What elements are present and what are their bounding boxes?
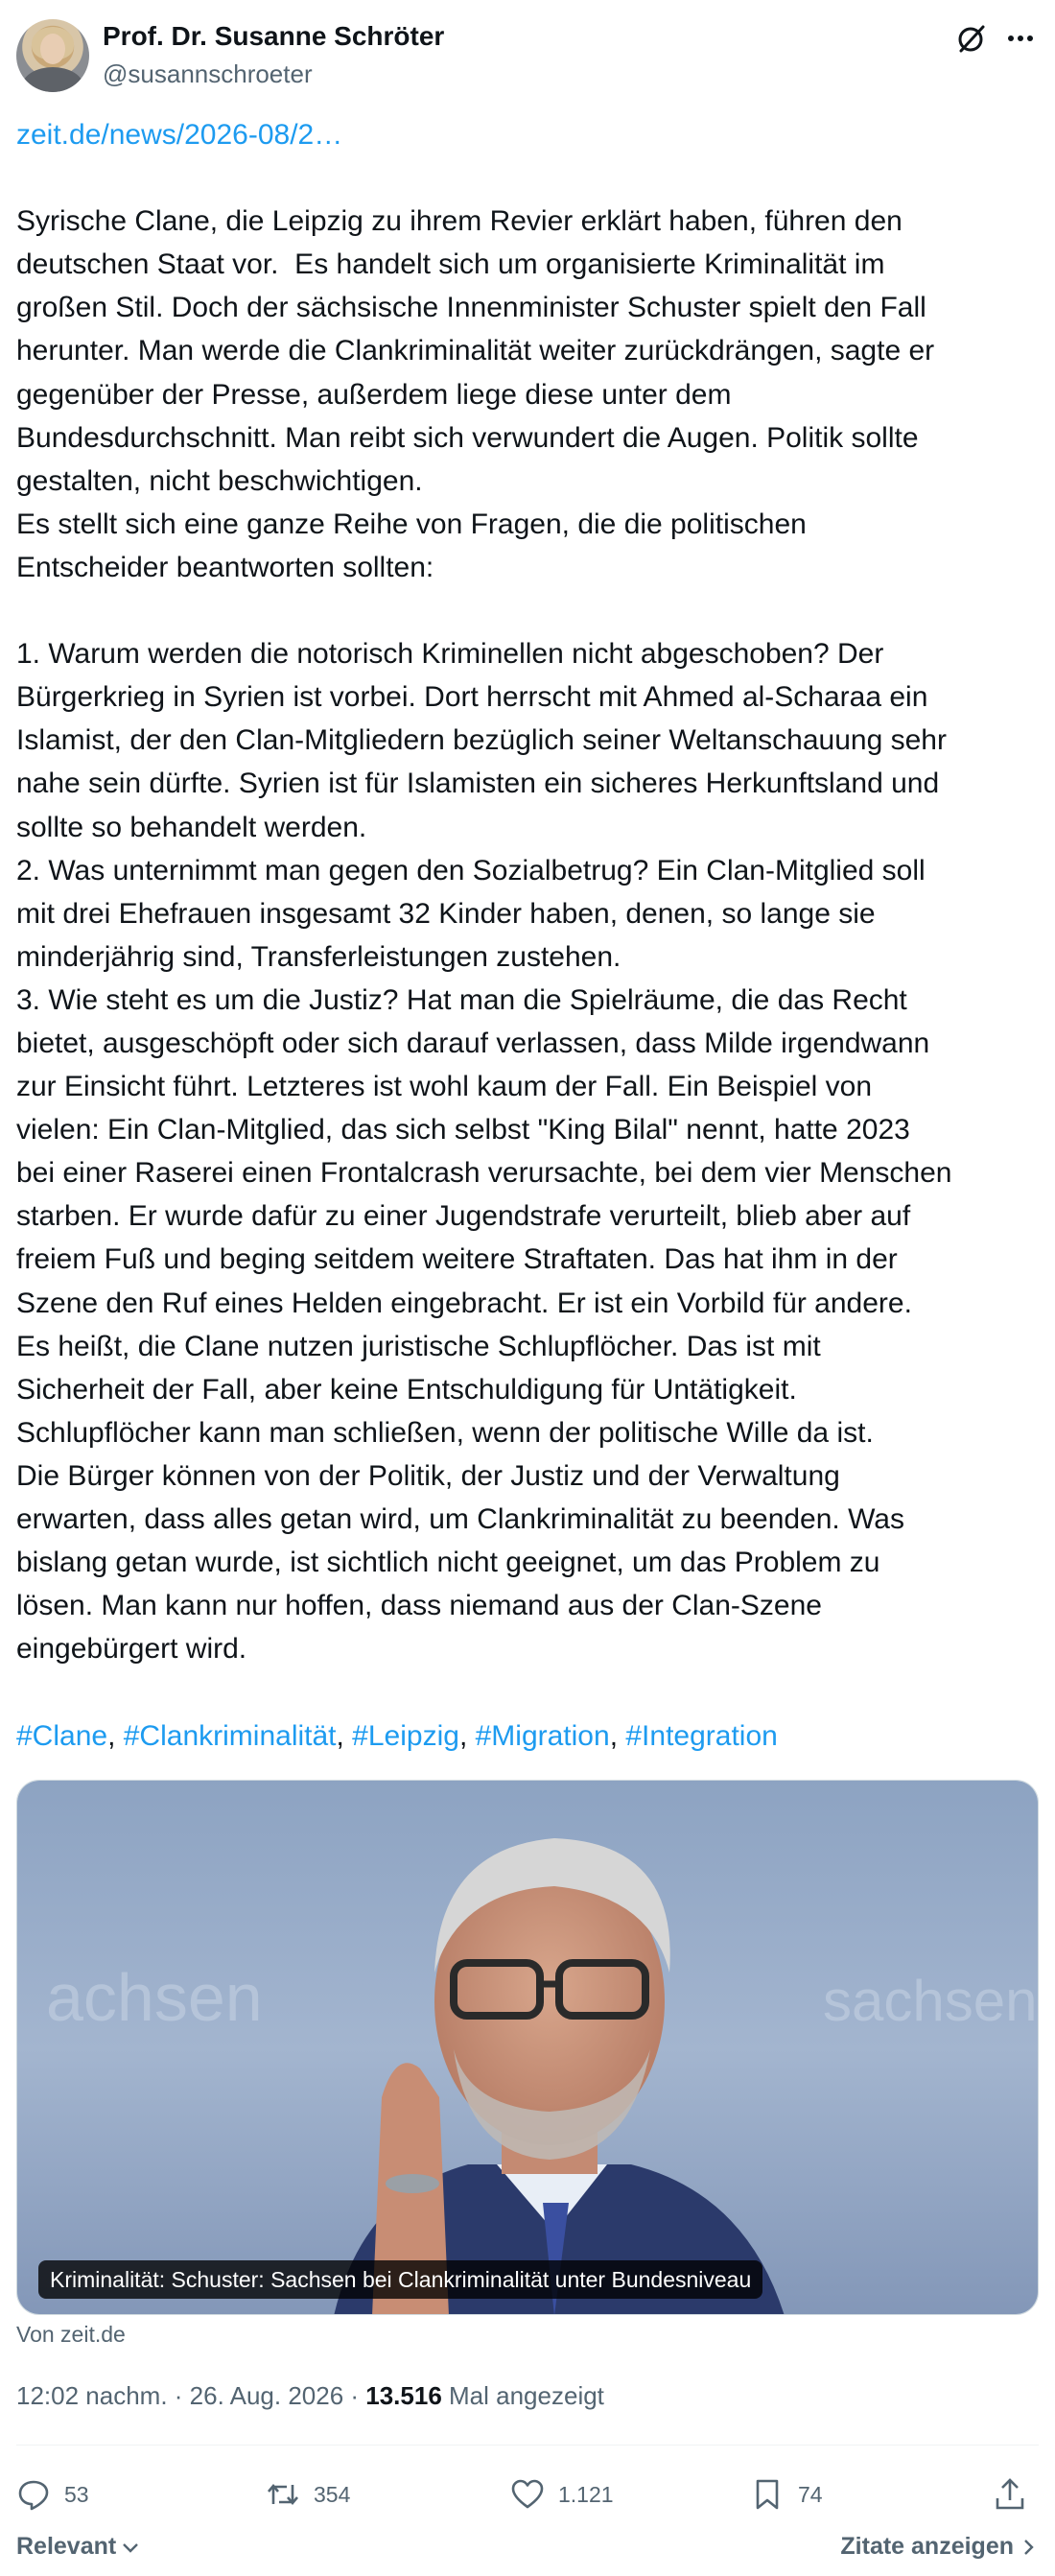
tweet-header bbox=[0, 0, 1055, 96]
backdrop-text-left: achsen bbox=[46, 1960, 263, 2035]
grok-icon[interactable] bbox=[954, 21, 989, 56]
card-source[interactable]: Von zeit.de bbox=[16, 2322, 126, 2347]
link-card[interactable] bbox=[16, 1780, 1039, 2315]
hashtag-leipzig[interactable]: #Leipzig bbox=[352, 1720, 459, 1752]
bookmark-button[interactable] bbox=[750, 2466, 823, 2523]
tweet-body: Syrische Clane, die Leipzig zu ihrem Revier erklärt haben, führen den deutschen Staat vor. Es handelt sich um organisierte Kriminalität im großen Stil. Doch der sächsische Innenminister Schuster spielt den Fall herunter. Man werde die Clankriminalität weiter zurückdrängen, sagte er gegenüber der Presse, außerdem liege diese unter dem Bundesdurchschnitt. Man reibt sich verwundert die Augen. Politik sollte gestalten, nicht beschwichtigen. Es stellt sich eine ganze Reihe von Fragen, die die politischen Entscheider beantworten sollten: 1. Warum werden die notorisch Kriminellen nicht abgeschoben? Der Bürgerkrieg in Syrien ist vorbei. Dort herrscht mit Ahmed al-Scharaa ein Islamist, der den Clan-Mitgliedern bezüglich seiner Weltanschauung sehr nahe sein dürfte. Syrien ist für Islamisten ein sicheres Herkunftsland und sollte so behandelt werden. 2. Was unternimmt man gegen den Sozialbetrug? Ein Clan-Mitglied soll mit drei Ehefrauen insgesamt 32 Kinder haben, denen, so lange sie minderjährig sind, Transferleistungen zustehen. 3. Wie steht es um die Justiz? Hat man die Spielräume, die das Recht bietet, ausgeschöpft oder sich darauf verlassen, dass Milde irgendwann zur Einsicht führt. Letzteres ist wohl kaum der Fall. Ein Beispiel von vielen: Ein Clan-Mitglied, das sich selbst "King Bilal" nennt, hatte 2023 bei einer Raserei einen Frontalcrash verursachte, bei dem vier Menschen starben. Er wurde dafür zu einer Jugendstrafe verurteilt, blieb aber auf freiem Fuß und beging seitdem weitere Straftaten. Das hat ihm in der Szene den Ruf eines Helden eingebracht. Er ist ein Vorbild für andere. Es heißt, die Clane nutzen juristische Schlupflöcher. Das ist mit Sicherheit der Fall, aber keine Entschuldigung für Untätigkeit. Schlupflöcher kann man schließen, wenn der politische Wille da ist. Die Bürger können von der Politik, der Justiz und der Verwaltung erwarten, dass alles getan wird, um Clankriminalität zu beenden. Was bislang getan wurde, ist sichtlich nicht geeignet, um das Problem zu lösen. Man kann nur hoffen, dass niemand aus der Clan-Szene eingebürgert wird. bbox=[16, 205, 952, 1666]
repost-count: 354 bbox=[314, 2481, 351, 2507]
hashtag-clankriminalitaet[interactable]: #Clankriminalität bbox=[123, 1720, 337, 1752]
more-icon[interactable] bbox=[1003, 21, 1038, 56]
views-count: 13.516 bbox=[365, 2381, 442, 2410]
chevron-right-icon bbox=[1020, 2537, 1039, 2558]
like-button[interactable] bbox=[510, 2466, 614, 2523]
author-handle[interactable]: @susannschroeter bbox=[103, 59, 313, 88]
repost-button[interactable] bbox=[266, 2466, 350, 2523]
tweet-text bbox=[16, 113, 1043, 1670]
backdrop-text-right: sachsen bbox=[823, 1969, 1038, 2033]
like-count: 1.121 bbox=[558, 2481, 614, 2507]
divider bbox=[16, 2445, 1039, 2446]
hashtag-integration[interactable]: #Integration bbox=[625, 1720, 778, 1752]
reply-count: 53 bbox=[64, 2481, 89, 2507]
tweet-date[interactable]: 26. Aug. 2026 bbox=[189, 2381, 344, 2410]
hashtag-list: #Clane, #Clankriminalität, #Leipzig, #Migration, #Integration bbox=[16, 1720, 778, 1752]
heart-icon bbox=[510, 2477, 545, 2512]
bookmark-icon bbox=[750, 2477, 785, 2512]
view-quotes-link[interactable] bbox=[840, 2533, 1039, 2561]
sort-dropdown[interactable] bbox=[16, 2533, 141, 2561]
hashtag-clane[interactable]: #Clane bbox=[16, 1720, 108, 1752]
tweet-time[interactable]: 12:02 nachm. bbox=[16, 2381, 168, 2410]
reply-footer bbox=[0, 2523, 1055, 2576]
views-label: Mal angezeigt bbox=[441, 2381, 604, 2410]
author-name[interactable]: Prof. Dr. Susanne Schröter bbox=[103, 21, 445, 51]
reply-button[interactable] bbox=[16, 2466, 89, 2523]
share-icon bbox=[993, 2477, 1027, 2512]
hashtag-migration[interactable]: #Migration bbox=[475, 1720, 610, 1752]
repost-icon bbox=[266, 2477, 300, 2512]
bookmark-count: 74 bbox=[798, 2481, 823, 2507]
chevron-down-icon bbox=[120, 2537, 141, 2558]
reply-icon bbox=[16, 2477, 51, 2512]
quotes-label: Zitate anzeigen bbox=[840, 2533, 1014, 2560]
tweet-meta: 12:02 nachm. · 26. Aug. 2026 · 13.516 Mal angezeigt bbox=[16, 2381, 604, 2410]
sort-label: Relevant bbox=[16, 2533, 117, 2560]
avatar[interactable] bbox=[16, 19, 89, 92]
card-caption: Kriminalität: Schuster: Sachsen bei Clankriminalität unter Bundesniveau bbox=[38, 2260, 762, 2299]
share-button[interactable] bbox=[993, 2466, 1027, 2523]
card-image bbox=[17, 1781, 1039, 2315]
article-link[interactable]: zeit.de/news/2026-08/2… bbox=[16, 119, 343, 151]
action-bar bbox=[0, 2466, 1055, 2523]
